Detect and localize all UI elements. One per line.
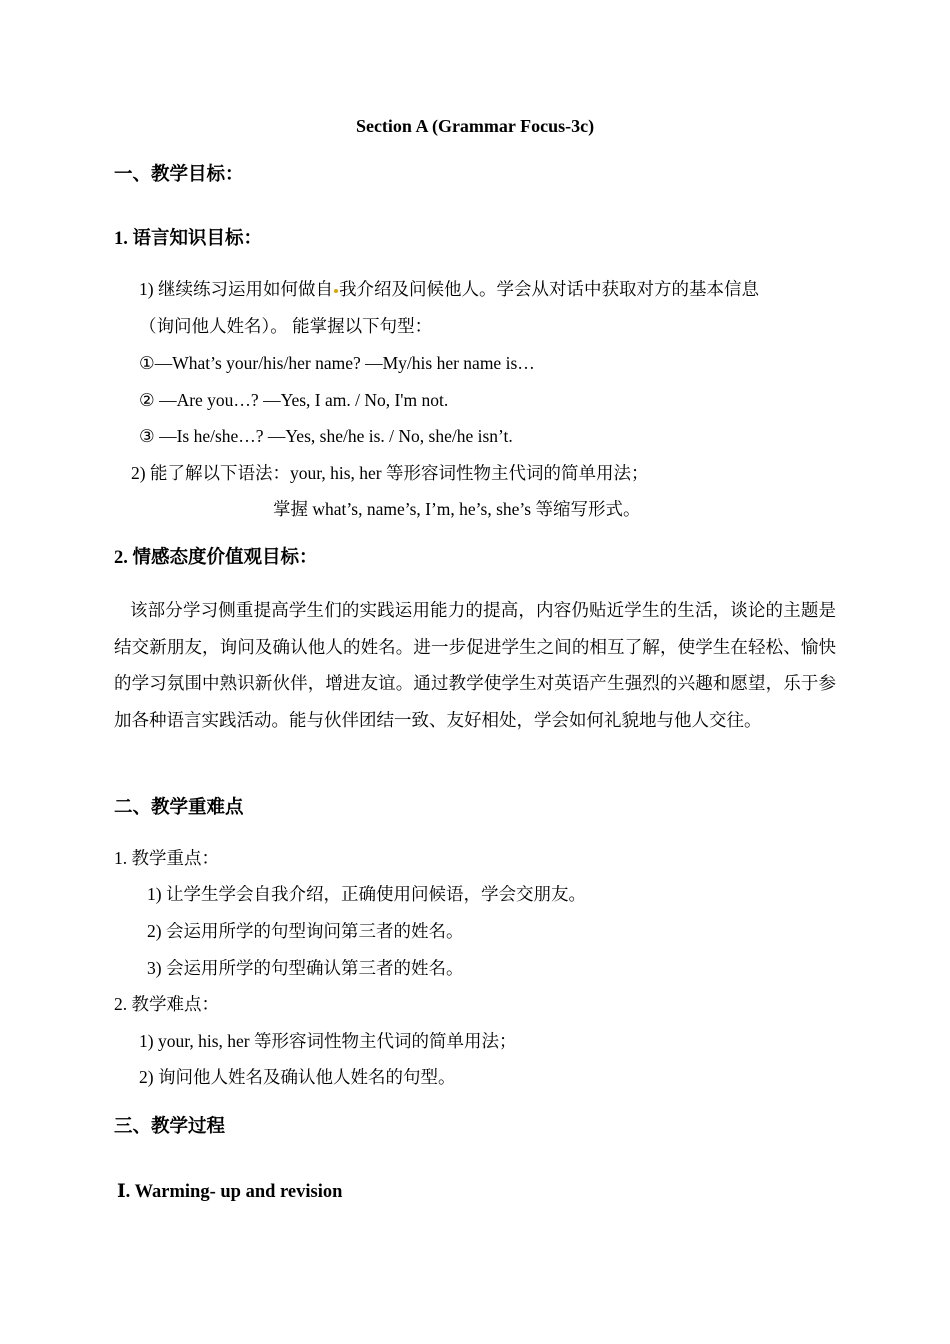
contraction-objective: 掌握 what’s, name’s, I’m, he’s, she’s 等缩写形式。 [273,499,641,519]
objective-line-1-part-b: 我介绍及问候他人。学会从对话中获取对方的基本信息 [338,279,759,299]
sentence-pattern-2: ② —Are you…? —Yes, I am. / No, I'm not. [139,390,449,410]
objective-line-1 [139,277,759,301]
sentence-pattern-1: ①—What’s your/his/her name? —My/his her name is… [139,353,535,373]
sentence-pattern-3: ③ —Is he/she…? —Yes, she/he is. / No, she/he isn’t. [139,426,513,446]
subheading-emotional-values: 2. 情感态度价值观目标： [114,548,318,568]
difficult-points-heading: 2. 教学难点： [114,994,219,1014]
difficult-point-2: 2) 询问他人姓名及确认他人姓名的句型。 [139,1067,456,1087]
key-point-2: 2) 会运用所学的句型询问第三者的姓名。 [147,921,464,941]
subheading-language-knowledge: 1. 语言知识目标： [114,229,263,249]
key-point-3: 3) 会运用所学的句型确认第三者的姓名。 [147,958,464,978]
document-title: Section A (Grammar Focus-3c) [355,116,595,136]
emotional-values-paragraph: 该部分学习侧重提高学生们的实践运用能力的提高，内容仍贴近学生的生活，谈论的主题是结交新朋友，询问及确认他人的姓名。进一步促进学生之间的相互了解，使学生在轻松、愉快的学习氛围中熟识新伙伴，增进友谊。通过教学使学生对英语产生强烈的兴趣和愿望，乐于参加各种语言实践活动。能与伙伴团结一致、友好相处，学会如何礼貌地与他人交往。 [114,600,836,730]
highlight-mark-icon [334,289,338,293]
difficult-point-1: 1) your, his, her 等形容词性物主代词的简单用法； [139,1031,517,1051]
process-step-1: Ⅰ. Warming- up and revision [117,1182,343,1202]
section-heading-process: 三、教学过程 [114,1117,226,1137]
section-heading-key-difficult: 二、教学重难点 [114,798,244,818]
key-point-1: 1) 让学生学会自我介绍，正确使用问候语，学会交朋友。 [147,884,586,904]
grammar-objective: 2) 能了解以下语法：your, his, her 等形容词性物主代词的简单用法； [131,463,649,483]
objective-line-2: （询问他人姓名）。 能掌握以下句型： [139,316,433,336]
objective-line-1-part-a: 1) 继续练习运用如何做自 [139,279,333,299]
section-heading-objectives: 一、教学目标： [114,165,244,185]
key-points-heading: 1. 教学重点： [114,848,219,868]
